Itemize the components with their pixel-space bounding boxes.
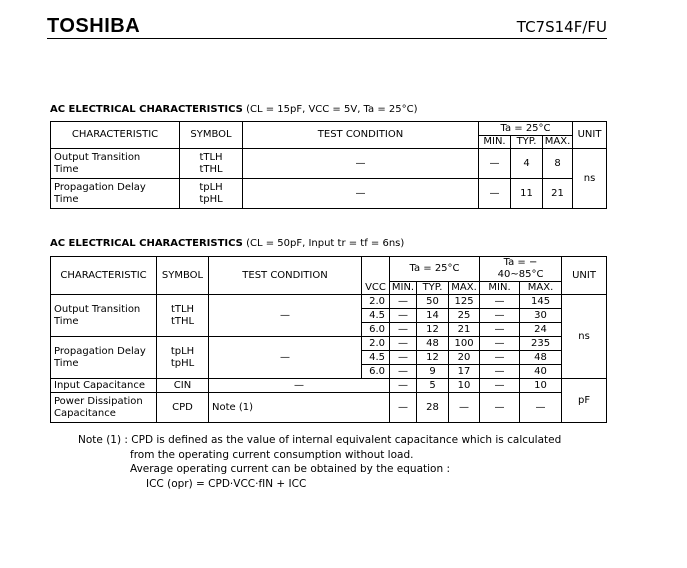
symbol-cell: CIN — [157, 379, 209, 393]
footnote — [78, 433, 561, 491]
col-max: MAX. — [543, 136, 573, 149]
max2-cell: 145 — [520, 295, 562, 309]
table2-conditions: (CL = 50pF, Input tr = tf = 6ns) — [246, 238, 405, 249]
characteristic-cell: Input Capacitance — [51, 379, 157, 393]
symbol-cell — [157, 295, 209, 337]
characteristic-cell — [51, 337, 157, 379]
symbol-line: tTHL — [170, 315, 195, 327]
symbol-line: tpLH — [199, 181, 223, 193]
min2-cell: — — [480, 365, 520, 379]
table-row — [51, 149, 607, 179]
characteristic-cell — [51, 295, 157, 337]
characteristic-cell — [51, 393, 157, 423]
characteristic-line: Propagation Delay — [54, 181, 146, 193]
symbol-line: tTLH — [170, 303, 195, 315]
min-cell: — — [390, 337, 417, 351]
col-ta25: Ta = 25°C — [390, 257, 480, 282]
min2-cell: — — [480, 323, 520, 337]
max2-cell: 235 — [520, 337, 562, 351]
footnote-line: Average operating current can be obtained by the equation : — [130, 463, 450, 475]
col-min: MIN. — [479, 136, 511, 149]
col-vcc-label: VCC — [365, 282, 386, 293]
min2-cell: — — [480, 393, 520, 423]
typ-cell: 28 — [417, 393, 449, 423]
typ-cell: 14 — [417, 309, 449, 323]
symbol-line: tpLH — [170, 345, 195, 357]
symbol-cell — [157, 337, 209, 379]
col-ta: Ta = 25°C — [479, 122, 573, 136]
characteristic-cell — [51, 179, 180, 209]
footnote-line: Note (1) : CPD is defined as the value of internal equivalent capacitance which is calculated — [78, 434, 562, 446]
max-cell: — — [449, 393, 480, 423]
table-row — [51, 393, 607, 423]
min2-cell: — — [480, 337, 520, 351]
col-characteristic: CHARACTERISTIC — [51, 122, 180, 149]
characteristic-line: Time — [54, 315, 79, 327]
col-symbol: SYMBOL — [157, 257, 209, 295]
min-cell: — — [479, 149, 511, 179]
col-test-condition: TEST CONDITION — [209, 257, 362, 295]
typ-cell: 48 — [417, 337, 449, 351]
test-condition-cell: Note (1) — [209, 393, 390, 423]
min-cell: — — [390, 295, 417, 309]
typ-cell: 12 — [417, 351, 449, 365]
col-min: MIN. — [390, 282, 417, 295]
ac-table-15pf — [50, 121, 607, 209]
min2-cell: — — [480, 351, 520, 365]
col-typ: TYP. — [511, 136, 543, 149]
typ-cell: 11 — [511, 179, 543, 209]
table-row — [51, 337, 607, 351]
col-min2: MIN. — [480, 282, 520, 295]
symbol-line: tpHL — [170, 357, 195, 369]
col-characteristic: CHARACTERISTIC — [51, 257, 157, 295]
characteristic-line: Power Dissipation — [54, 395, 143, 407]
max-cell: 21 — [543, 179, 573, 209]
test-condition-cell: — — [209, 379, 390, 393]
characteristic-line: Propagation Delay — [54, 345, 146, 357]
min-cell: — — [390, 351, 417, 365]
symbol-line: tTHL — [199, 163, 223, 175]
table-row — [51, 379, 607, 393]
max-cell: 8 — [543, 149, 573, 179]
unit-cell: ns — [562, 295, 607, 379]
characteristic-line: Time — [54, 163, 79, 175]
typ-cell: 50 — [417, 295, 449, 309]
vcc-cell: 4.5 — [362, 309, 390, 323]
min-cell: — — [390, 393, 417, 423]
vcc-cell: 2.0 — [362, 337, 390, 351]
unit-cell: ns — [573, 149, 607, 209]
table2-title-text: AC ELECTRICAL CHARACTERISTICS — [50, 238, 243, 249]
footnote-line: from the operating current consumption without load. — [130, 448, 414, 461]
characteristic-line: Time — [54, 357, 79, 369]
vcc-cell: 4.5 — [362, 351, 390, 365]
max-cell: 10 — [449, 379, 480, 393]
symbol-cell — [180, 149, 243, 179]
table1-title — [50, 104, 417, 115]
vcc-cell: 2.0 — [362, 295, 390, 309]
table-row — [51, 295, 607, 309]
test-condition-cell: — — [243, 179, 479, 209]
table2-title — [50, 238, 404, 249]
vcc-cell: 6.0 — [362, 323, 390, 337]
max2-cell: 10 — [520, 379, 562, 393]
max-cell: 25 — [449, 309, 480, 323]
characteristic-line: Capacitance — [54, 407, 116, 419]
symbol-line: tTLH — [199, 151, 223, 163]
min-cell: — — [390, 365, 417, 379]
test-condition-cell: — — [209, 337, 362, 379]
col-test-condition: TEST CONDITION — [243, 122, 479, 149]
brand-logo: TOSHIBA — [47, 15, 141, 37]
max2-cell: 24 — [520, 323, 562, 337]
table1-title-text: AC ELECTRICAL CHARACTERISTICS — [50, 104, 243, 115]
part-number: TC7S14F/FU — [516, 18, 607, 36]
characteristic-line: Output Transition — [54, 151, 141, 163]
header-rule — [47, 38, 607, 39]
col-max2: MAX. — [520, 282, 562, 295]
typ-cell: 12 — [417, 323, 449, 337]
typ-cell: 4 — [511, 149, 543, 179]
min2-cell: — — [480, 295, 520, 309]
max2-cell: 48 — [520, 351, 562, 365]
col-vcc — [362, 257, 390, 295]
max-cell: 21 — [449, 323, 480, 337]
max2-cell: — — [520, 393, 562, 423]
table-row — [51, 179, 607, 209]
symbol-cell: CPD — [157, 393, 209, 423]
ac-table-50pf — [50, 256, 607, 423]
characteristic-line: Output Transition — [54, 303, 141, 315]
col-ta85: Ta = − 40~85°C — [480, 257, 562, 282]
max2-cell: 30 — [520, 309, 562, 323]
test-condition-cell: — — [243, 149, 479, 179]
unit-cell: pF — [562, 379, 607, 423]
characteristic-cell — [51, 149, 180, 179]
max2-cell: 40 — [520, 365, 562, 379]
min2-cell: — — [480, 309, 520, 323]
max-cell: 20 — [449, 351, 480, 365]
col-unit: UNIT — [573, 122, 607, 149]
min-cell: — — [479, 179, 511, 209]
characteristic-line: Time — [54, 193, 79, 205]
typ-cell: 5 — [417, 379, 449, 393]
col-typ: TYP. — [417, 282, 449, 295]
symbol-cell — [180, 179, 243, 209]
max-cell: 100 — [449, 337, 480, 351]
typ-cell: 9 — [417, 365, 449, 379]
col-unit: UNIT — [562, 257, 607, 295]
col-symbol: SYMBOL — [180, 122, 243, 149]
col-max: MAX. — [449, 282, 480, 295]
max-cell: 125 — [449, 295, 480, 309]
table1-conditions: (CL = 15pF, VCC = 5V, Ta = 25°C) — [246, 104, 418, 115]
vcc-cell: 6.0 — [362, 365, 390, 379]
min2-cell: — — [480, 379, 520, 393]
test-condition-cell: — — [209, 295, 362, 337]
min-cell: — — [390, 379, 417, 393]
symbol-line: tpHL — [199, 193, 223, 205]
min-cell: — — [390, 309, 417, 323]
footnote-equation: ICC (opr) = CPD·VCC·fIN + ICC — [146, 477, 307, 490]
min-cell: — — [390, 323, 417, 337]
max-cell: 17 — [449, 365, 480, 379]
